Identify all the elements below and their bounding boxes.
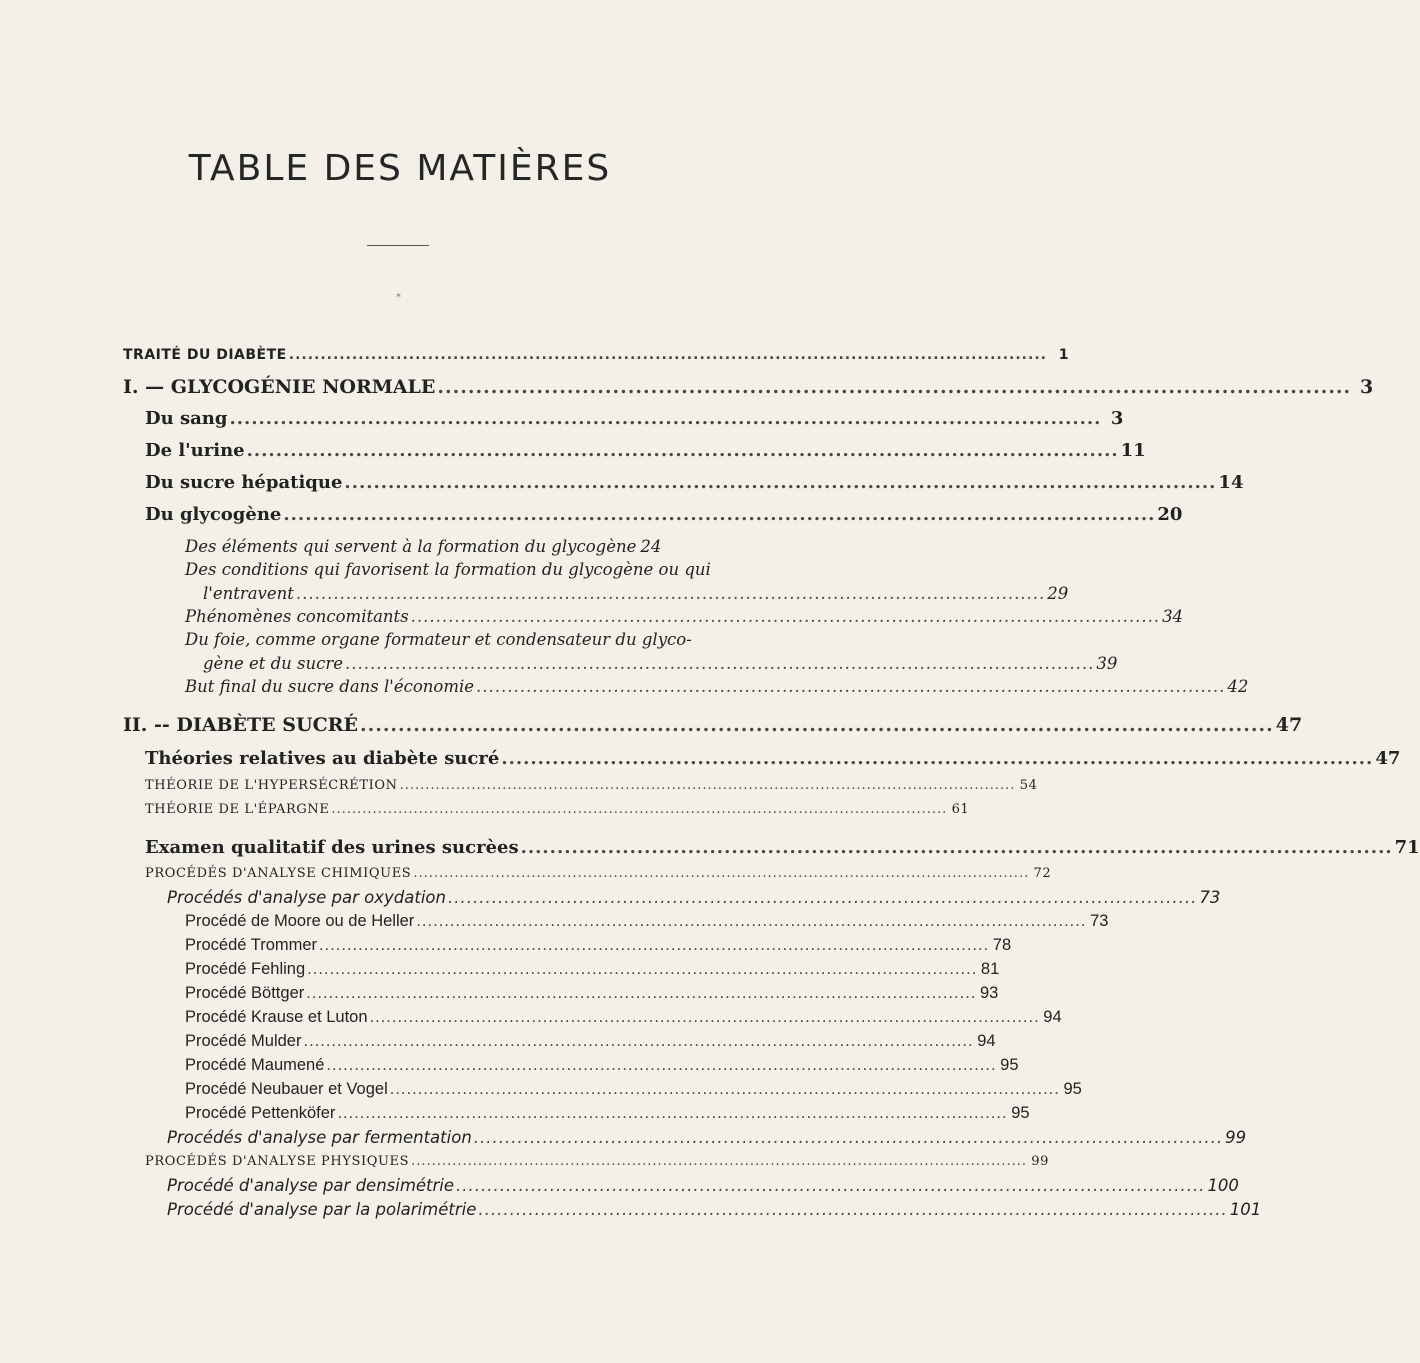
leader-dots: ........................................................................................................................ bbox=[306, 984, 977, 1002]
toc-entry bbox=[185, 1080, 1082, 1099]
toc-entry bbox=[185, 677, 1249, 696]
leader-dots: ........................................................................................................................ bbox=[283, 504, 1156, 525]
leader-dots: ........................................................................................................................ bbox=[319, 936, 990, 954]
toc-entry bbox=[167, 1128, 1247, 1147]
toc-entry-label: II. -- DIABÈTE SUCRÉ bbox=[123, 714, 358, 736]
leader-dots: ........................................................................................................................ bbox=[456, 1176, 1206, 1195]
toc-entry bbox=[185, 960, 1000, 979]
toc-entry-label: Théories relatives au diabète sucré bbox=[145, 748, 500, 769]
toc-entry bbox=[167, 1200, 1262, 1219]
toc-entry-label: Phénomènes concomitants bbox=[185, 607, 409, 626]
leader-dots: ........................................................................................................................ bbox=[501, 748, 1374, 769]
toc-entry-page: 39 bbox=[1096, 654, 1118, 673]
leader-dots: ........................................................................................................................ bbox=[337, 1104, 1008, 1122]
toc-entry-page: 61 bbox=[951, 802, 970, 817]
toc-entry-label: Procédé d'analyse par la polarimétrie bbox=[167, 1200, 477, 1219]
toc-entry-page: 54 bbox=[1019, 778, 1038, 793]
leader-dots: ........................................................................................................................ bbox=[413, 866, 1030, 881]
toc-entry-label: TRAITÉ DU DIABÈTE bbox=[123, 347, 287, 363]
leader-dots: ........................................................................................................................ bbox=[476, 677, 1226, 696]
toc-entry-page: 99 bbox=[1031, 1154, 1050, 1169]
toc-entry-page: 73 bbox=[1199, 888, 1221, 907]
toc-entry-page: 1 bbox=[1058, 347, 1069, 363]
toc-entry-page: 72 bbox=[1033, 866, 1052, 881]
toc-entry-label: THÉORIE DE L'ÉPARGNE bbox=[145, 802, 330, 817]
toc-entry-label: But final du sucre dans l'économie bbox=[185, 677, 475, 696]
toc-entry-page: 71 bbox=[1394, 837, 1420, 858]
toc-entry bbox=[185, 936, 1012, 955]
leader-dots: ........................................................................................................................ bbox=[246, 440, 1119, 461]
toc-entry-label: Procédé Trommer bbox=[185, 936, 318, 954]
leader-dots: ........................................................................................................................ bbox=[345, 654, 1095, 673]
toc-entry bbox=[123, 376, 1374, 398]
toc-entry bbox=[145, 1154, 1050, 1169]
toc-entry-page: 3 bbox=[1110, 408, 1124, 429]
toc-entry bbox=[185, 912, 1109, 931]
toc-entry-label: Des éléments qui servent à la formation du glycogène bbox=[185, 537, 637, 556]
toc-entry bbox=[145, 778, 1038, 793]
toc-entry-page: 100 bbox=[1207, 1176, 1239, 1195]
toc-entry-label-line1: Du foie, comme organe formateur et condensateur du glyco- bbox=[185, 630, 692, 649]
leader-dots: ........................................................................................................................ bbox=[478, 1200, 1228, 1219]
toc-entry bbox=[145, 866, 1052, 881]
toc-entry bbox=[203, 654, 1118, 673]
toc-entry-label: Procédé Pettenköfer bbox=[185, 1104, 336, 1122]
toc-entry-page: 93 bbox=[980, 984, 999, 1002]
toc-entry-page: 11 bbox=[1120, 440, 1146, 461]
toc-entry-label: I. — GLYCOGÉNIE NORMALE bbox=[123, 376, 436, 398]
toc-entry-page: 95 bbox=[1000, 1056, 1019, 1074]
toc-entry bbox=[185, 607, 1184, 626]
toc-entry bbox=[145, 748, 1401, 769]
leader-dots: ........................................................................................................................ bbox=[447, 888, 1198, 907]
toc-entry bbox=[185, 1056, 1019, 1075]
leader-dots: ........................................................................................................................ bbox=[437, 376, 1352, 398]
leader-dots: ........................................................................................................................ bbox=[410, 607, 1161, 626]
leader-dots: ........................................................................................................................ bbox=[359, 714, 1274, 736]
toc-entry bbox=[185, 984, 999, 1003]
toc-entry-page: 73 bbox=[1090, 912, 1109, 930]
toc-entry-page: 99 bbox=[1225, 1128, 1247, 1147]
toc-entry bbox=[145, 802, 970, 817]
toc-entry-label: Procédé Neubauer et Vogel bbox=[185, 1080, 388, 1098]
toc-entry-label: Procédé de Moore ou de Heller bbox=[185, 912, 415, 930]
leader-dots: ........................................................................................................................ bbox=[344, 472, 1217, 493]
toc-entry bbox=[123, 347, 1069, 363]
toc-entry-label: l'entravent bbox=[203, 584, 294, 603]
toc-entry-page: 34 bbox=[1162, 607, 1184, 626]
toc-entry-label: PROCÉDÉS D'ANALYSE CHIMIQUES bbox=[145, 866, 412, 881]
toc-entry-page: 78 bbox=[992, 936, 1012, 954]
small-mark: * bbox=[396, 292, 401, 303]
toc-entry-page: 3 bbox=[1359, 376, 1374, 398]
toc-entry-label: Procédé Fehling bbox=[185, 960, 306, 978]
leader-dots: ........................................................................................................................ bbox=[473, 1128, 1224, 1147]
toc-entry-label: gène et du sucre bbox=[203, 654, 344, 673]
toc-entry bbox=[167, 1176, 1239, 1195]
toc-entry-label: Procédé Krause et Luton bbox=[185, 1008, 368, 1026]
toc-entry-label: Procédé Mulder bbox=[185, 1032, 302, 1050]
leader-dots: ........................................................................................................................ bbox=[411, 1154, 1028, 1169]
toc-entry bbox=[145, 837, 1420, 858]
toc-entry-page: 94 bbox=[977, 1032, 996, 1050]
toc-entry-page: 24 bbox=[640, 537, 662, 556]
toc-entry bbox=[145, 440, 1146, 461]
toc-entry bbox=[185, 1032, 996, 1051]
toc-entry bbox=[123, 714, 1303, 736]
leader-dots: ........................................................................................................................ bbox=[295, 584, 1046, 603]
toc-entry-page: 47 bbox=[1375, 748, 1401, 769]
toc-entry-label: THÉORIE DE L'HYPERSÉCRÉTION bbox=[145, 778, 398, 793]
leader-dots: ........................................................................................................................ bbox=[331, 802, 948, 817]
toc-entry-label: Du sang bbox=[145, 408, 228, 429]
toc-entry-label: Du glycogène bbox=[145, 504, 282, 525]
leader-dots: ........................................................................................................................ bbox=[520, 837, 1393, 858]
leader-dots: ........................................................................................................................ bbox=[307, 960, 978, 978]
toc-entry-label: Procédé d'analyse par densimétrie bbox=[167, 1176, 455, 1195]
toc-entry bbox=[145, 408, 1124, 429]
leader-dots: ........................................................................................................................ bbox=[399, 778, 1016, 793]
toc-entry-page: 95 bbox=[1011, 1104, 1030, 1122]
toc-entry-label: Examen qualitatif des urines sucrèes bbox=[145, 837, 519, 858]
toc-entry bbox=[145, 504, 1183, 525]
toc-entry bbox=[145, 472, 1244, 493]
toc-entry-label: Procédés d'analyse par oxydation bbox=[167, 888, 446, 907]
leader-dots: ........................................................................................................................ bbox=[369, 1008, 1040, 1026]
toc-entry bbox=[203, 584, 1069, 603]
toc-entry bbox=[185, 1104, 1030, 1123]
toc-entry-label: Procédé Maumené bbox=[185, 1056, 325, 1074]
title-rule bbox=[367, 245, 429, 246]
leader-dots: ........................................................................................................................ bbox=[303, 1032, 974, 1050]
toc-entry-page: 47 bbox=[1275, 714, 1303, 736]
leader-dots: ........................................................................................................................ bbox=[326, 1056, 997, 1074]
toc-entry-page: 29 bbox=[1047, 584, 1069, 603]
toc-entry-page: 81 bbox=[980, 960, 1000, 978]
toc-entry-page: 95 bbox=[1063, 1080, 1082, 1098]
toc-entry-label: De l'urine bbox=[145, 440, 245, 461]
page-title: TABLE DES MATIÈRES bbox=[188, 148, 612, 189]
toc-entry-label: Procédé Böttger bbox=[185, 984, 305, 1002]
leader-dots: ........................................................................................................................ bbox=[416, 912, 1087, 930]
leader-dots: ........................................................................................................................ bbox=[389, 1080, 1060, 1098]
toc-entry-page: 14 bbox=[1218, 472, 1244, 493]
toc-entry-label-line1: Des conditions qui favorisent la formation du glycogène ou qui bbox=[185, 560, 711, 579]
toc-entry-label: Procédés d'analyse par fermentation bbox=[167, 1128, 472, 1147]
toc-entry-label: Du sucre hépatique bbox=[145, 472, 343, 493]
toc-entry-label: PROCÉDÉS D'ANALYSE PHYSIQUES bbox=[145, 1154, 410, 1169]
toc-entry bbox=[185, 1008, 1062, 1027]
leader-dots: ........................................................................................................................ bbox=[229, 408, 1102, 429]
toc-entry-page: 94 bbox=[1043, 1008, 1062, 1026]
toc-entry-page: 42 bbox=[1227, 677, 1249, 696]
leader-dots: ........................................................................................................................ bbox=[288, 347, 1047, 363]
toc-entry-page: 101 bbox=[1229, 1200, 1262, 1219]
toc-entry bbox=[185, 537, 662, 556]
toc-entry-page: 20 bbox=[1157, 504, 1183, 525]
toc-entry bbox=[167, 888, 1221, 907]
